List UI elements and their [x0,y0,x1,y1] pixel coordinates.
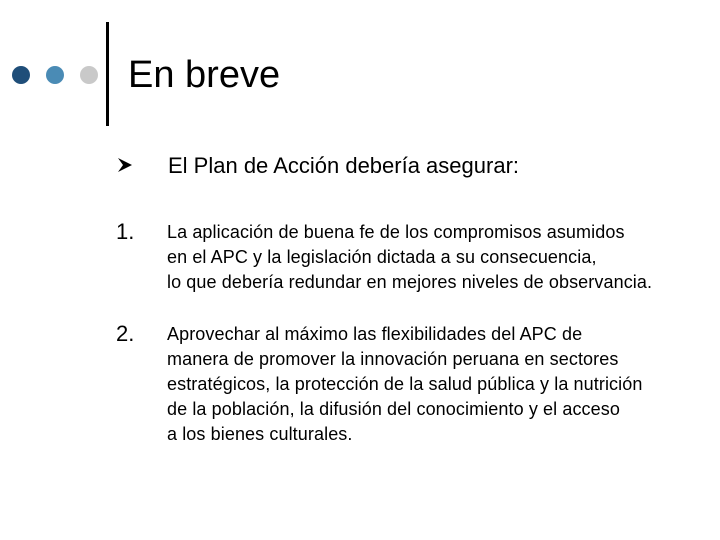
dot-light-blue [46,66,64,84]
list-item-line: a los bienes culturales. [167,424,353,444]
arrowhead-bullet-icon [118,158,132,172]
dot-dark-blue [12,66,30,84]
list-item-line: lo que debería redundar en mejores niveles de observancia. [167,272,653,292]
dot-gray [80,66,98,84]
list-item-text [167,322,642,447]
list-item-number: 1. [116,219,135,244]
list-item-text [167,220,652,295]
list-item-line: Aprovechar al máximo las flexibilidades del APC de [167,324,583,344]
list-item-line: estratégicos, la protección de la salud pública y la nutrición [167,374,643,394]
list-item-line: de la población, la difusión del conocimiento y el acceso [167,399,620,419]
list-item-line: manera de promover la innovación peruana en sectores [167,349,619,369]
list-item-line: La aplicación de buena fe de los compromisos asumidos [167,222,625,242]
list-item-number: 2. [116,321,135,346]
list-item-line: en el APC y la legislación dictada a su consecuencia, [167,247,597,267]
intro-text: El Plan de Acción debería asegurar: [168,153,520,178]
slide-title: En breve [128,54,281,96]
title-divider [106,22,109,126]
